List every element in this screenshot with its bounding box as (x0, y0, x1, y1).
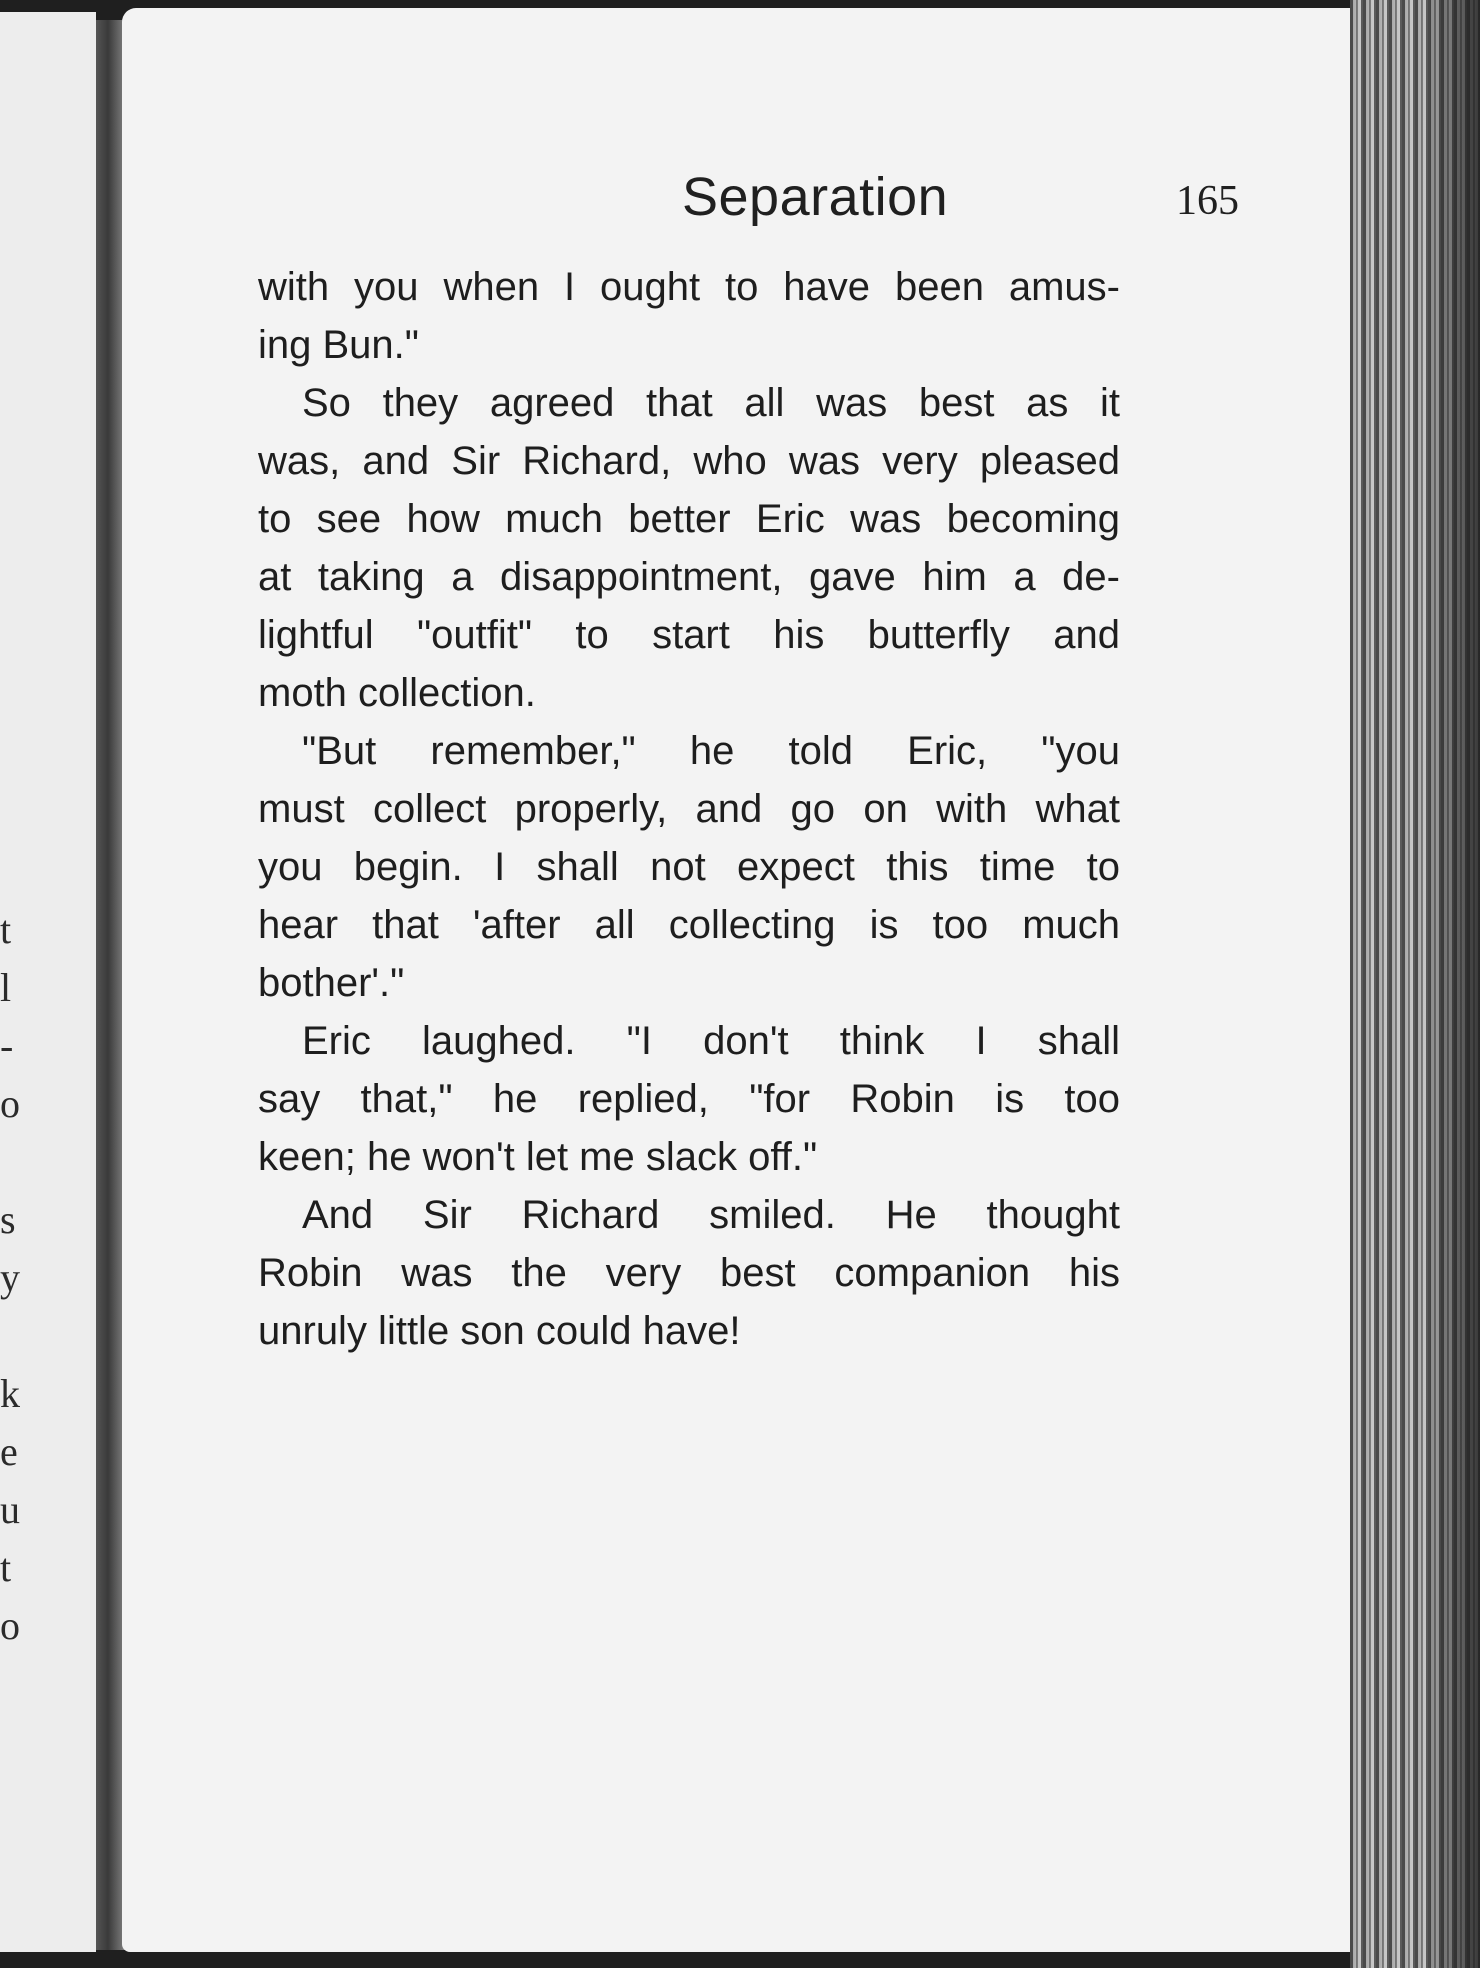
page-stack-shadow (1430, 0, 1480, 1968)
previous-page-fragment: e (0, 1429, 18, 1474)
text-line: moth collection. (258, 671, 536, 715)
previous-page-fragment: l (0, 965, 12, 1010)
text-line: Robin was the very best companion his (258, 1251, 1120, 1295)
running-title: Separation (682, 167, 949, 227)
text-line: Eric laughed. "I don't think I shall (302, 1019, 1120, 1063)
previous-page-fragment: o (0, 1603, 20, 1648)
text-line: must collect properly, and go on with what (258, 787, 1120, 831)
previous-page-fragment: o (0, 1081, 20, 1126)
text-line: keen; he won't let me slack off." (258, 1135, 818, 1179)
previous-page-fragment: k (0, 1371, 20, 1416)
page-body (258, 258, 1120, 1360)
text-line: to see how much better Eric was becoming (258, 497, 1120, 541)
previous-page-fragment: t (0, 907, 12, 952)
previous-page-fragment: u (0, 1487, 20, 1532)
previous-page-fragment: t (0, 1545, 12, 1590)
text-line: you begin. I shall not expect this time to (258, 845, 1120, 889)
text-line: ing Bun." (258, 323, 419, 367)
text-line: unruly little son could have! (258, 1309, 741, 1353)
text-line: say that," he replied, "for Robin is too (258, 1077, 1120, 1121)
previous-page-fragment: s (0, 1197, 16, 1242)
text-line: bother'." (258, 961, 405, 1005)
text-line: was, and Sir Richard, who was very pleased (258, 439, 1120, 483)
text-line: lightful "outfit" to start his butterfly and (258, 613, 1120, 657)
page-header (122, 162, 1350, 232)
text-line: with you when I ought to have been amus- (258, 265, 1120, 309)
text-line: And Sir Richard smiled. He thought (302, 1193, 1120, 1237)
previous-page-fragment: y (0, 1255, 20, 1300)
text-line: So they agreed that all was best as it (302, 381, 1120, 425)
previous-page-edge (0, 12, 96, 1952)
text-line: "But remember," he told Eric, "you (302, 729, 1120, 773)
previous-page-fragment: - (0, 1023, 14, 1068)
text-line: hear that 'after all collecting is too much (258, 903, 1120, 947)
text-line: at taking a disappointment, gave him a de- (258, 555, 1120, 599)
page-number: 165 (1176, 178, 1239, 224)
